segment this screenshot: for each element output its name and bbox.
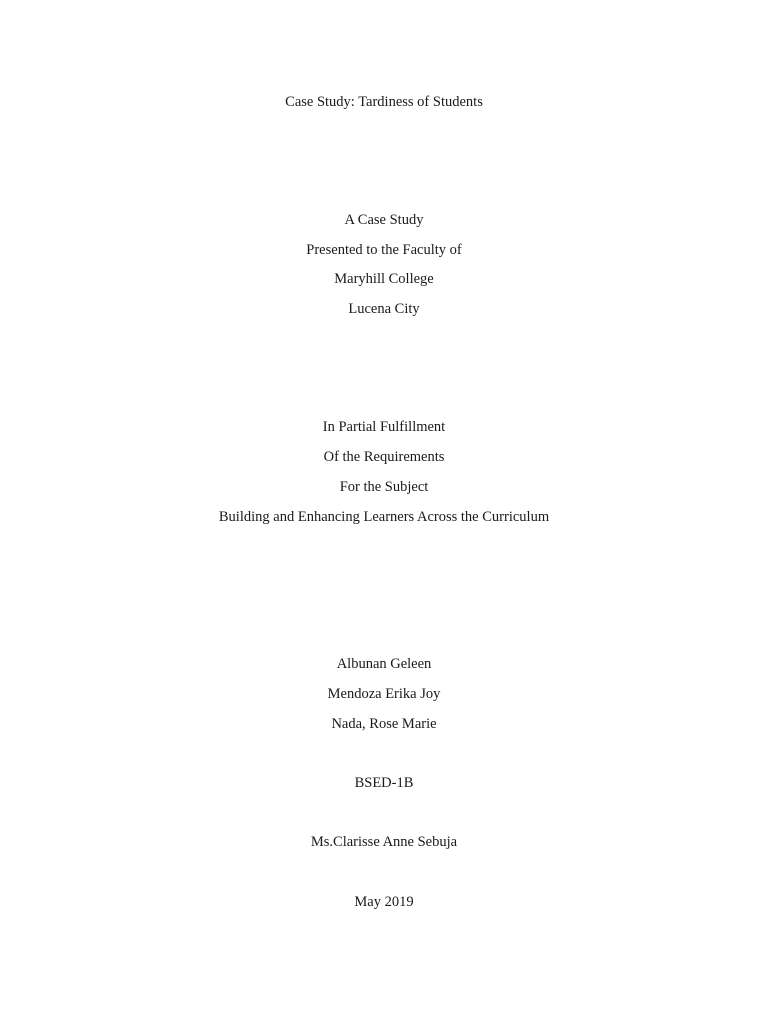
fulfillment-line-1: In Partial Fulfillment [322, 419, 446, 435]
author-name: Albunan Geleen [336, 656, 432, 672]
fulfillment-line-3: For the Subject [339, 479, 429, 495]
document-title: Case Study: Tardiness of Students [285, 94, 483, 110]
fulfillment-line-2: Of the Requirements [323, 449, 445, 465]
section-label: BSED-1B [354, 775, 414, 791]
instructor-name: Ms.Clarisse Anne Sebuja [310, 834, 458, 850]
institution-city: Lucena City [348, 301, 420, 317]
author-name: Mendoza Erika Joy [327, 686, 441, 702]
institution-name: Maryhill College [334, 271, 434, 287]
author-name: Nada, Rose Marie [331, 716, 437, 732]
document-date: May 2019 [354, 894, 414, 910]
presentation-line-2: Presented to the Faculty of [306, 242, 462, 258]
subject-name: Building and Enhancing Learners Across the Curriculum [218, 509, 550, 525]
presentation-line-1: A Case Study [344, 212, 424, 228]
